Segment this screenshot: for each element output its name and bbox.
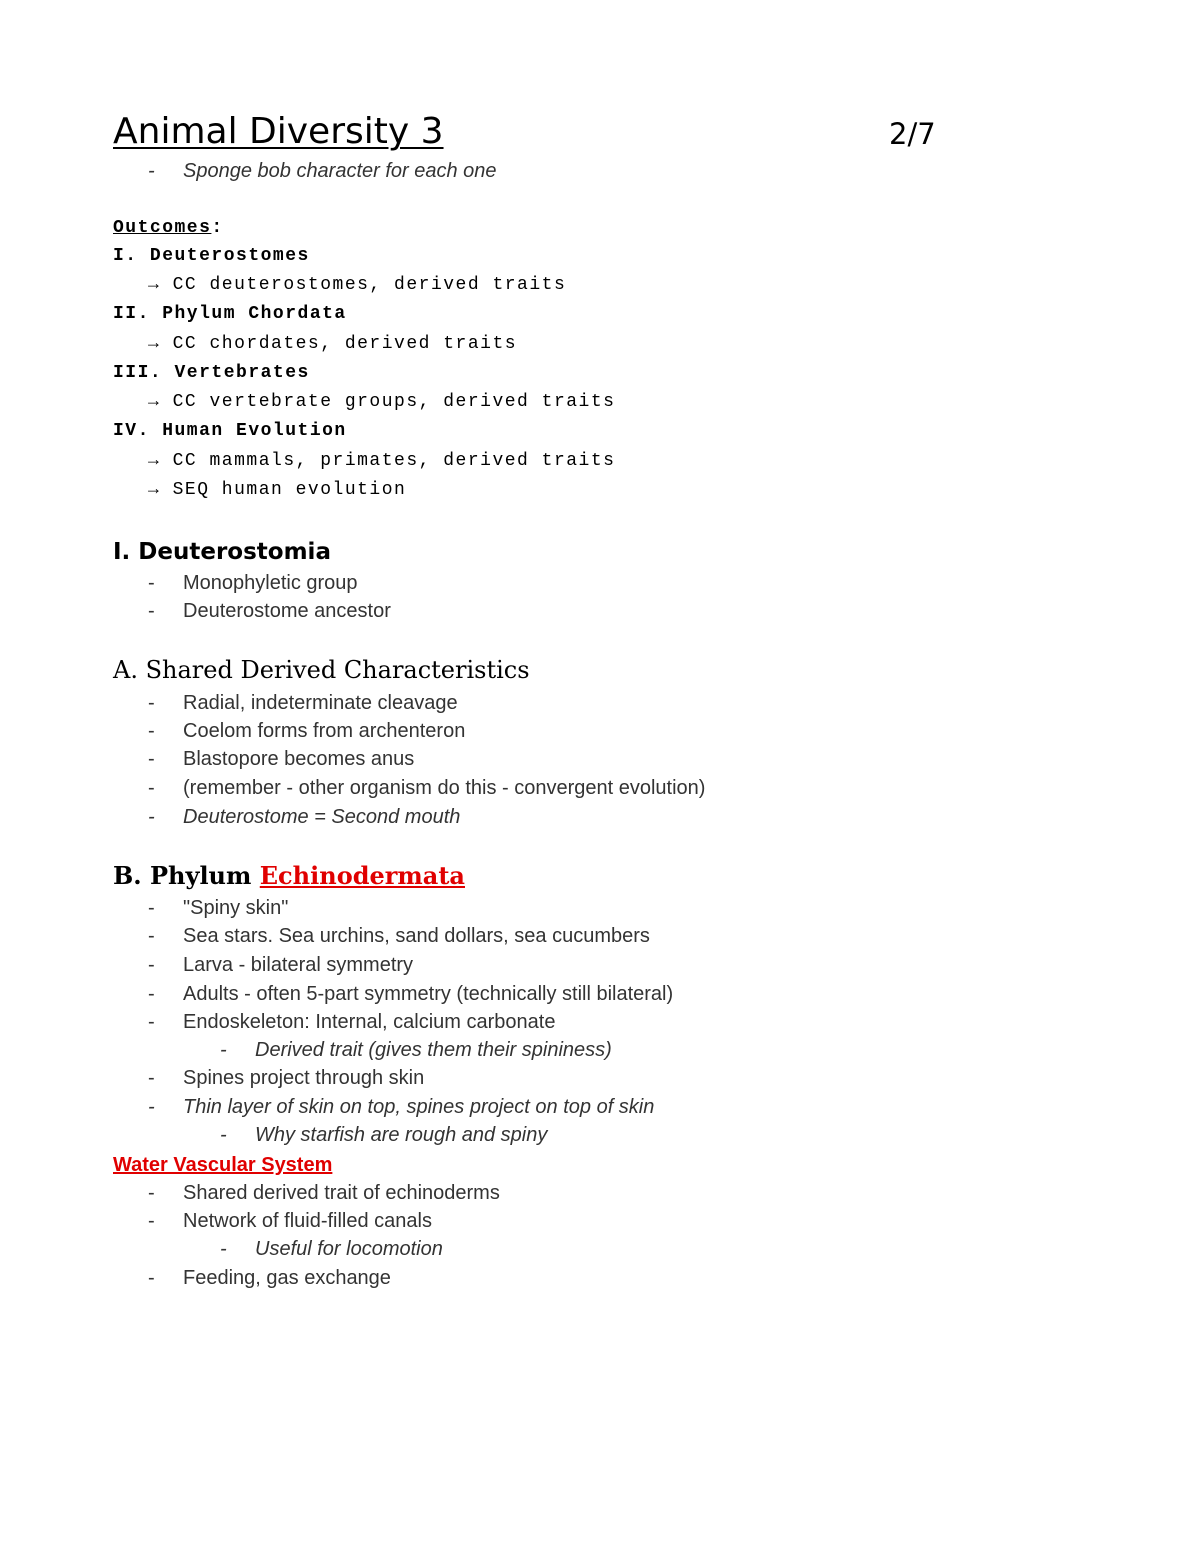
list-item [0,597,1200,625]
list-item [0,1093,1200,1121]
bullet-dash: - [148,1067,155,1089]
bullet-dash: - [148,720,155,742]
bullet-dash: - [220,1124,227,1146]
list-item-text: Shared derived trait of echinoderms [183,1182,500,1204]
bullet-dash: - [148,572,155,594]
heading-highlight: Echinodermata [259,861,465,890]
outcome-heading: II. Phylum Chordata [113,304,347,324]
bullet-dash: - [148,925,155,947]
outcome-sub: → CC chordates, derived traits [148,334,518,354]
list-item-text: Adults - often 5-part symmetry (technically still bilateral) [183,983,674,1005]
list-item [0,1179,1200,1207]
list-item [0,1235,1200,1263]
list-item-text: Derived trait (gives them their spininess) [255,1039,612,1061]
intro-text: Sponge bob character for each one [183,160,497,182]
bullet-dash: - [148,1210,155,1232]
list-item-text: Coelom forms from archenteron [183,720,466,742]
list-item [0,803,1200,831]
list-item [0,569,1200,597]
bullet-dash: - [148,748,155,770]
list-item-text: Network of fluid-filled canals [183,1210,432,1232]
outcomes-label: Outcomes [113,218,212,238]
outcome-heading: I. Deuterostomes [113,246,310,266]
bullet-dash: - [148,160,155,182]
bullet-dash: - [148,692,155,714]
list-item-text: Radial, indeterminate cleavage [183,692,458,714]
list-item-text: Spines project through skin [183,1067,425,1089]
list-item-text: Deuterostome ancestor [183,600,391,622]
outcome-sub: → CC mammals, primates, derived traits [148,451,616,471]
list-item-text: Why starfish are rough and spiny [255,1124,548,1146]
outcome-sub: → CC vertebrate groups, derived traits [148,392,616,412]
intro-item [0,157,1200,185]
bullet-dash: - [148,1011,155,1033]
bullet-dash: - [148,897,155,919]
outcome-sub: → CC deuterostomes, derived traits [148,275,567,295]
list-item [0,894,1200,922]
bullet-dash: - [148,600,155,622]
list-item [0,922,1200,950]
list-item [0,1064,1200,1092]
list-item [0,745,1200,773]
list-item [0,1121,1200,1149]
date-label: 2/7 [889,117,936,151]
bullet-dash: - [148,1267,155,1289]
list-item-text: Thin layer of skin on top, spines project on top of skin [183,1096,655,1118]
bullet-dash: - [220,1238,227,1260]
bullet-dash: - [148,1096,155,1118]
list-item [0,980,1200,1008]
list-item-text: "Spiny skin" [183,897,289,919]
list-item [0,717,1200,745]
list-item [0,1036,1200,1064]
list-item-text: Feeding, gas exchange [183,1267,391,1289]
subsection-heading: A. Shared Derived Characteristics [113,656,530,684]
page-title: Animal Diversity 3 [113,111,444,152]
list-item-text: Larva - bilateral symmetry [183,954,414,976]
outcome-heading: IV. Human Evolution [113,421,347,441]
list-item-text: (remember - other organism do this - convergent evolution) [183,777,706,799]
bullet-dash: - [220,1039,227,1061]
list-item-text: Deuterostome = Second mouth [183,806,461,828]
list-item [0,774,1200,802]
water-vascular-heading: Water Vascular System [113,1154,333,1176]
list-item [0,951,1200,979]
list-item-text: Useful for locomotion [255,1238,443,1260]
outcome-sub: → SEQ human evolution [148,480,407,500]
list-item-text: Endoskeleton: Internal, calcium carbonate [183,1011,556,1033]
bullet-dash: - [148,777,155,799]
bullet-dash: - [148,983,155,1005]
outcomes-colon: : [211,218,224,238]
list-item-text: Blastopore becomes anus [183,748,415,770]
list-item [0,1264,1200,1292]
bullet-dash: - [148,954,155,976]
subsection-heading [113,860,465,892]
outcome-heading: III. Vertebrates [113,363,310,383]
bullet-dash: - [148,1182,155,1204]
heading-prefix: B. Phylum [113,861,260,890]
list-item [0,1207,1200,1235]
list-item-text: Sea stars. Sea urchins, sand dollars, sea cucumbers [183,925,650,947]
list-item-text: Monophyletic group [183,572,358,594]
outcomes-heading [113,215,224,241]
section-heading: I. Deuterostomia [113,539,331,565]
list-item [0,1008,1200,1036]
list-item [0,689,1200,717]
bullet-dash: - [148,806,155,828]
